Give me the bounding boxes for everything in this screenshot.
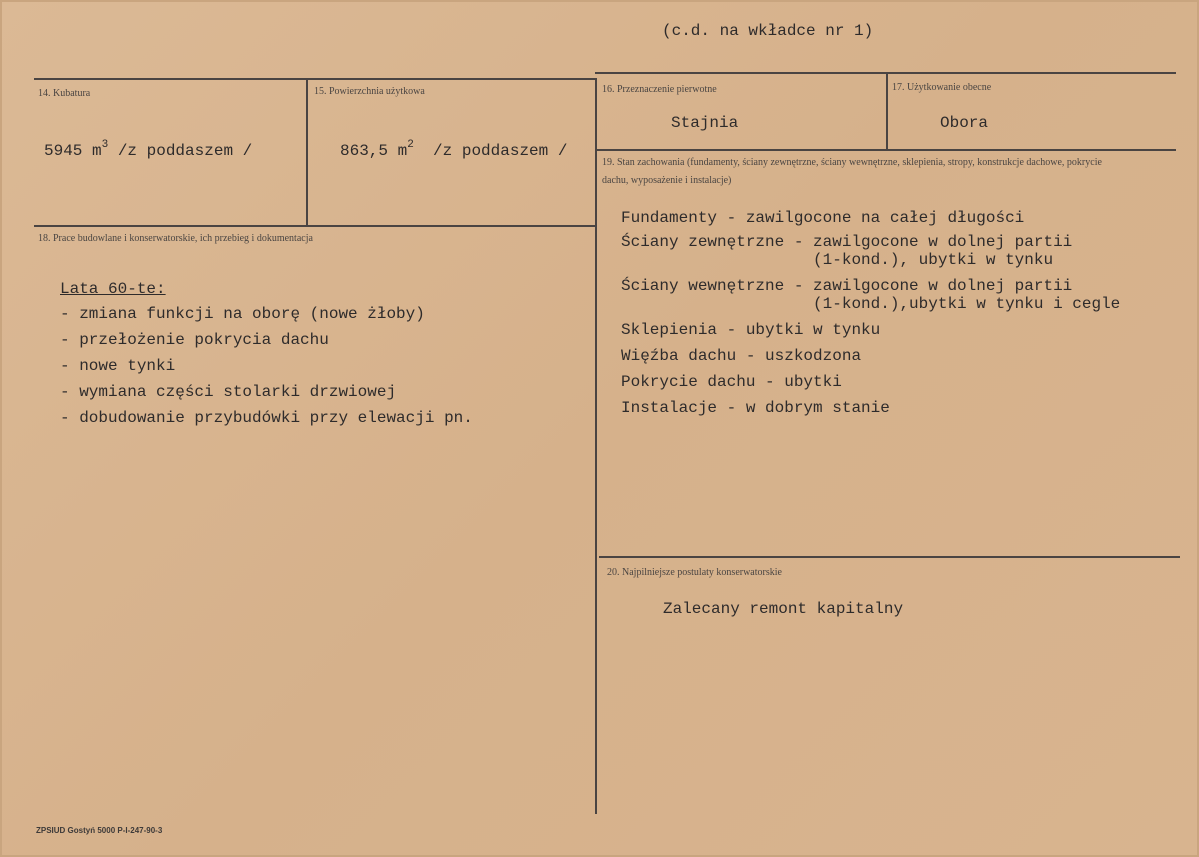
postulaty-value: Zalecany remont kapitalny bbox=[663, 600, 904, 618]
stan-line: Więźba dachu - uszkodzona bbox=[621, 347, 862, 365]
stan-line: Ściany zewnętrzne - zawilgocone w dolnej partii bbox=[621, 233, 1073, 251]
uzytkowanie-label: 17. Użytkowanie obecne bbox=[892, 82, 992, 93]
przeznaczenie-label: 16. Przeznaczenie pierwotne bbox=[602, 84, 717, 95]
rule-under-14-15 bbox=[34, 225, 595, 227]
divider-14-15 bbox=[306, 78, 308, 226]
divider-left-right bbox=[595, 78, 597, 814]
stan-line: (1-kond.), ubytki w tynku bbox=[621, 251, 1054, 269]
continuation-note: (c.d. na wkładce nr 1) bbox=[662, 22, 874, 40]
uzytkowanie-value: Obora bbox=[940, 114, 989, 132]
stan-line: Pokrycie dachu - ubytki bbox=[621, 373, 842, 391]
prace-heading: Lata 60-te: bbox=[60, 280, 166, 298]
kubatura-value: 5945 $m^3$ /z poddaszem / bbox=[44, 139, 253, 160]
powierzchnia-value: 863,5 $m^2$ /z poddaszem / bbox=[340, 139, 568, 160]
rule-above-20 bbox=[599, 556, 1180, 558]
stan-line: Ściany wewnętrzne - zawilgocone w dolnej partii bbox=[621, 277, 1073, 295]
prace-item: - przełożenie pokrycia dachu bbox=[60, 331, 329, 349]
powierzchnia-label: 15. Powierzchnia użytkowa bbox=[314, 86, 425, 97]
postulaty-label: 20. Najpilniejsze postulaty konserwatorskie bbox=[607, 567, 782, 578]
rule-under-16-17 bbox=[595, 149, 1176, 151]
printer-imprint: ZPSIUD Gostyń 5000 P-I-247-90-3 bbox=[36, 826, 163, 835]
divider-16-17 bbox=[886, 74, 888, 150]
prace-item: - zmiana funkcji na oborę (nowe żłoby) bbox=[60, 305, 425, 323]
stan-label: 19. Stan zachowania (fundamenty, ściany zewnętrzne, ściany wewnętrzne, sklepienia, stropy, konstrukcje dachowe, pokrycie dachu, wyposażenie i instalacje) bbox=[602, 157, 1102, 186]
prace-item: - wymiana części stolarki drzwiowej bbox=[60, 383, 397, 401]
prace-item: - nowe tynki bbox=[60, 357, 176, 375]
stan-line: Sklepienia - ubytki w tynku bbox=[621, 321, 881, 339]
prace-label: 18. Prace budowlane i konserwatorskie, ich przebieg i dokumentacja bbox=[38, 233, 313, 244]
kubatura-label: 14. Kubatura bbox=[38, 88, 91, 99]
stan-line: Instalacje - w dobrym stanie bbox=[621, 399, 890, 417]
stan-line: (1-kond.),ubytki w tynku i cegle bbox=[621, 295, 1121, 313]
przeznaczenie-value: Stajnia bbox=[671, 114, 739, 132]
stan-line: Fundamenty - zawilgocone na całej długości bbox=[621, 209, 1025, 227]
prace-item: - dobudowanie przybudówki przy elewacji pn. bbox=[60, 409, 473, 427]
top-rule-left bbox=[34, 78, 595, 80]
